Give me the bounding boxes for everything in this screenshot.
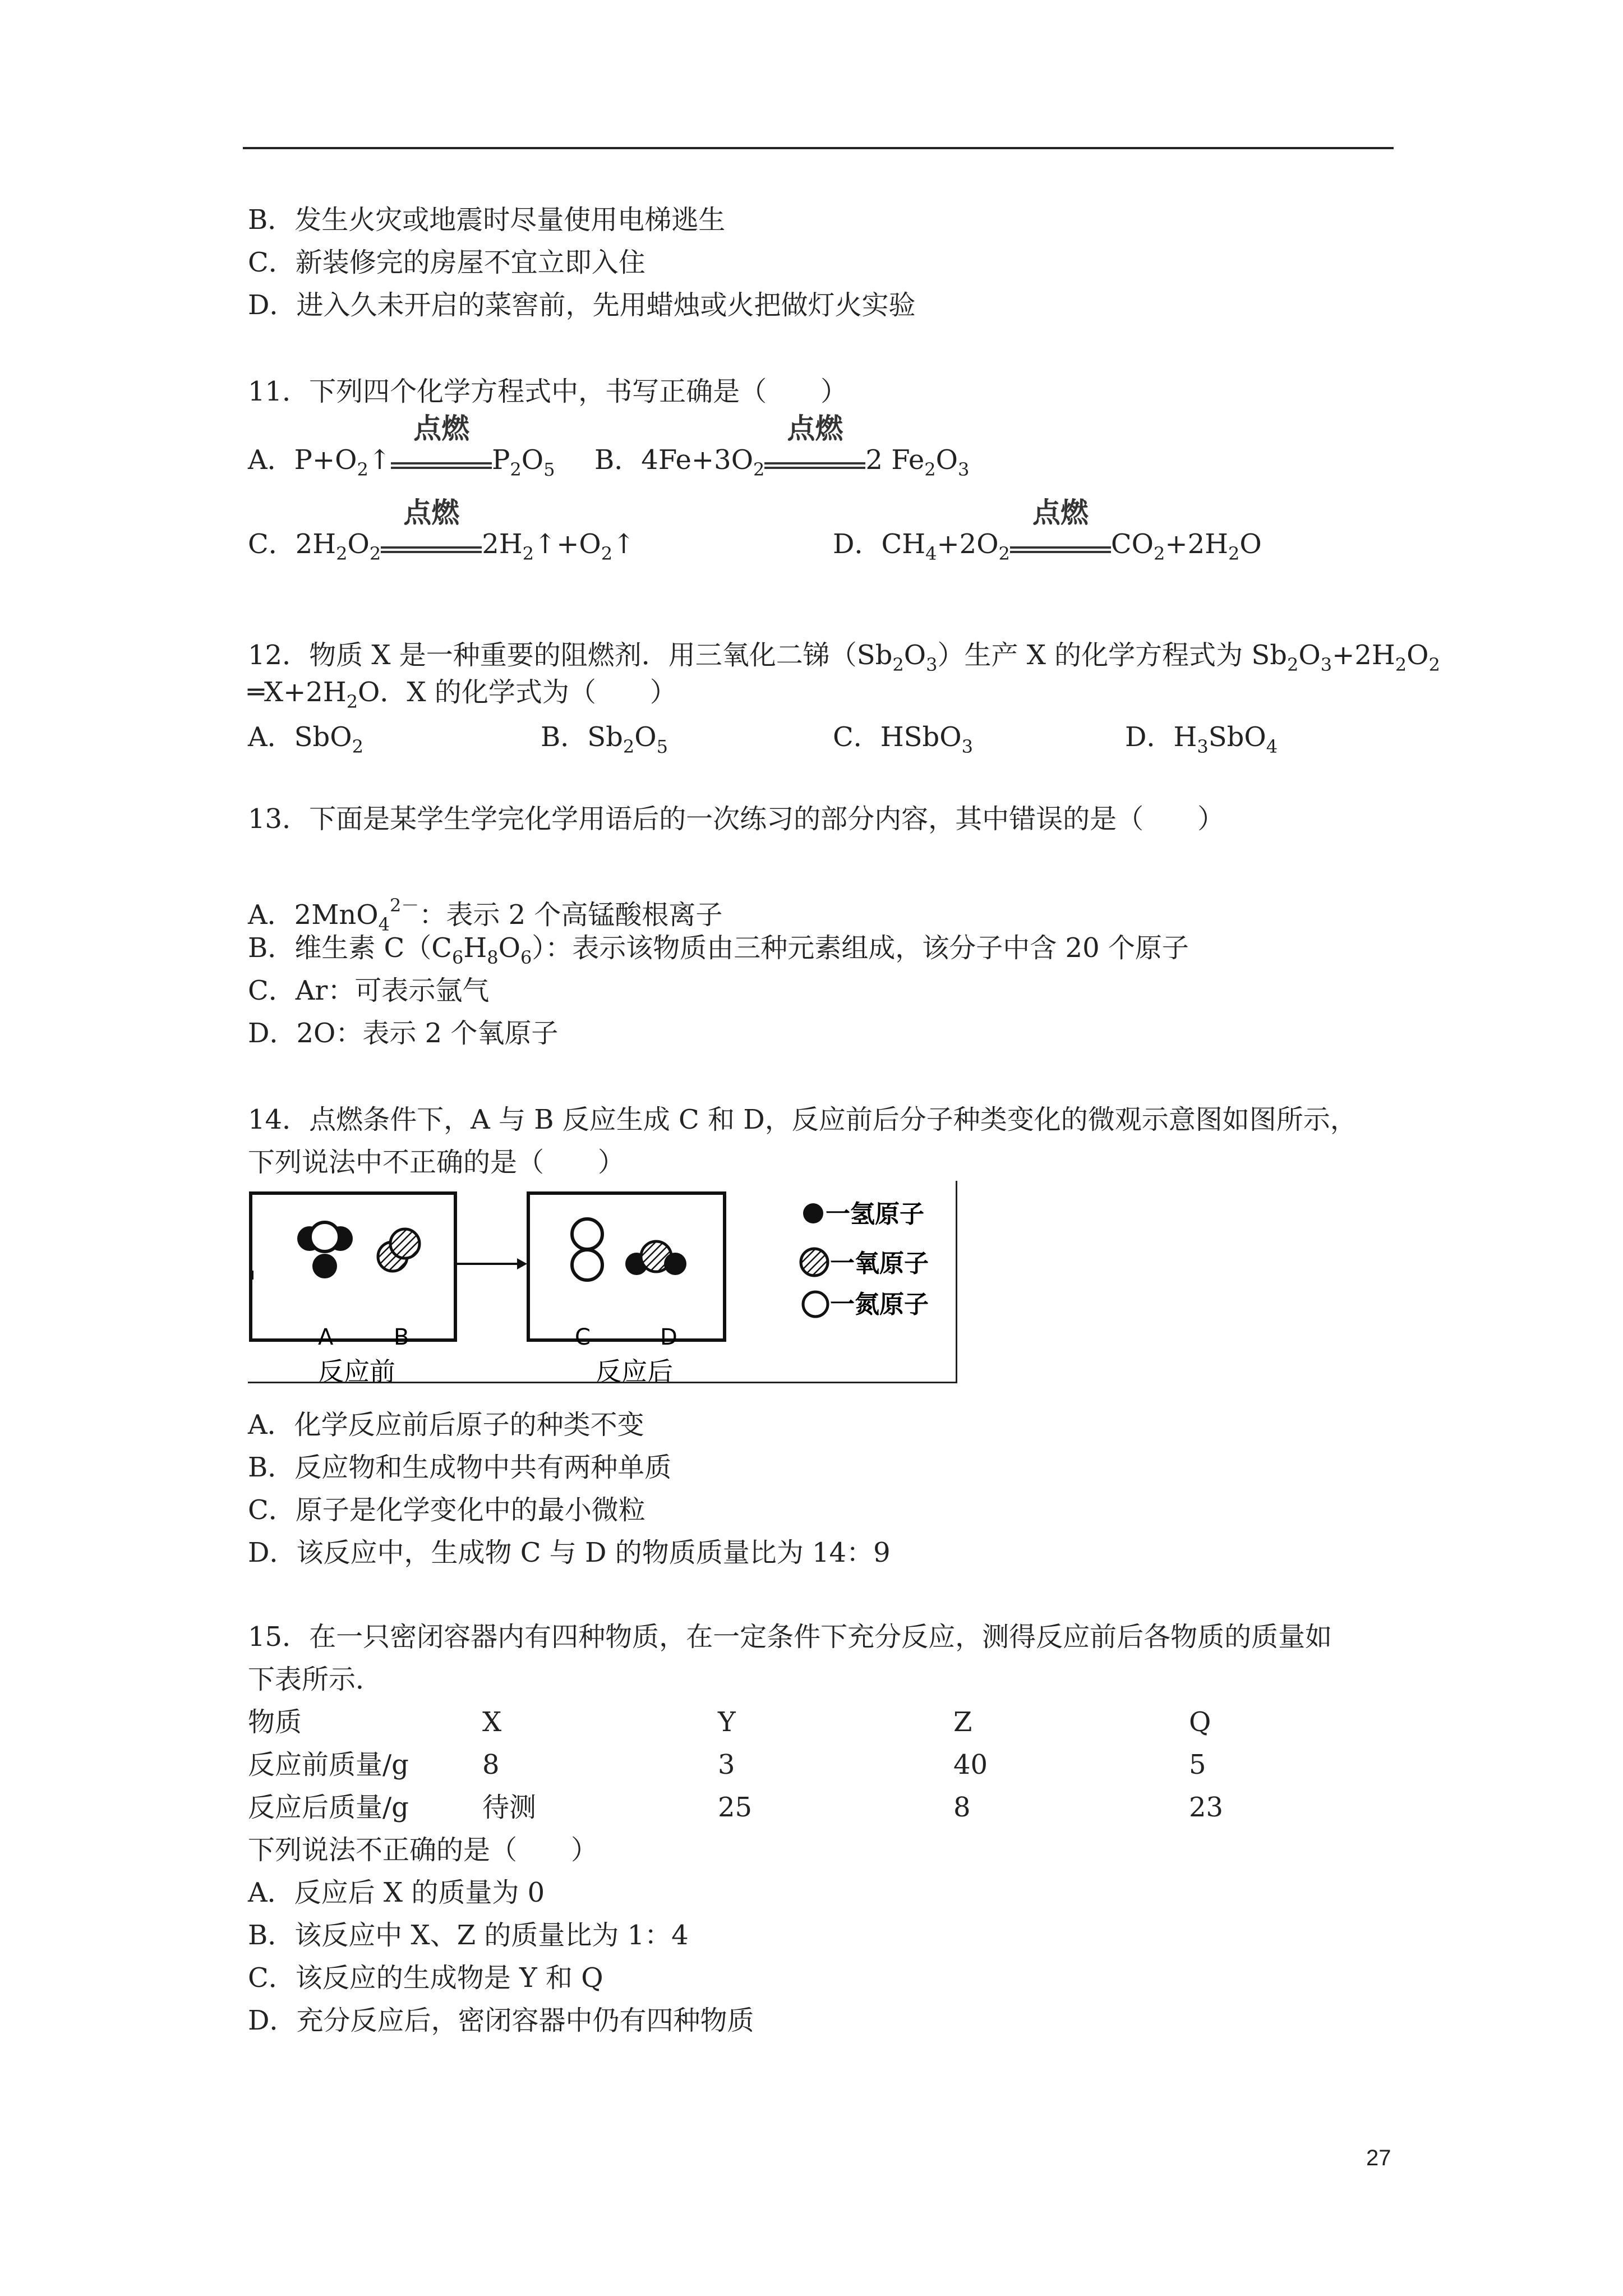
legend-oxygen-label: 一氧原子 [830,1249,929,1278]
q11-c-post: 2H [482,528,523,560]
q12-option-a [248,720,363,763]
q12-l2a: ═X+2H [248,677,347,708]
q13-b-h: H [463,932,487,964]
q12-l2b: O．X 的化学式为（ ） [358,677,677,708]
q15-line2: 下表所示． [248,1664,383,1695]
page-number: 27 [1366,2146,1391,2170]
q13-b-post: ）：表示该物质由三种元素组成，该分子中含 20 个原子 [532,932,1189,964]
q11-d-post3: O [1239,528,1262,560]
q15-stem: 下列说法不正确的是（ ） [248,1834,598,1866]
q11-a-sub: 2 [357,459,368,480]
table-header-x: X [482,1706,502,1738]
q11-b-condition [764,412,865,469]
q13-a-sup: 2－ [389,895,419,916]
q11-a-arrow: ↑ [368,444,391,476]
q12-b: B．Sb [541,721,623,753]
table-cell: 25 [718,1792,753,1823]
q11-b-post-sub1: 2 [924,459,936,480]
q11-b-post: 2 Fe [865,444,925,476]
q12-b-sub1: 2 [623,736,635,757]
table-cell: 8 [953,1792,971,1823]
q12-l1f: O [1407,639,1429,671]
q12-a-sub: 2 [352,736,363,757]
legend-nitrogen-label: 一氮原子 [830,1290,929,1319]
q12-s3: 2 [1287,654,1299,675]
q13-a-post: ：表示 2 个高锰酸根离子 [419,899,723,931]
q14-option-a: A．化学反应前后原子的种类不变 [248,1409,644,1441]
q12-s7: 2 [346,691,358,712]
molecule-b-oxygen-2 [390,1229,419,1258]
q11-a-post2: O [521,444,544,476]
table-header-q: Q [1189,1706,1211,1738]
molecule-c-nitrogen-2 [572,1250,602,1280]
legend-oxygen-icon [801,1249,828,1276]
q12-c-sub: 3 [961,736,973,757]
q11-c-pre: C．2H [248,528,336,560]
q12-d-sub1: 3 [1197,736,1209,757]
q14-line1: 14．点燃条件下，A 与 B 反应生成 C 和 D，反应前后分子种类变化的微观示意图如图所示， [248,1104,1357,1135]
q12-l1a: 12．物质 X 是一种重要的阻燃剂．用三氧化二锑（Sb [248,639,893,671]
condition-label: 点燃 [413,412,470,445]
label-d: D [660,1324,677,1350]
table-row-before-label: 反应前质量/g [248,1749,409,1780]
q12-b-sub2: 5 [656,736,668,757]
q11-stem: 11．下列四个化学方程式中，书写正确是（ ） [248,376,848,407]
q11-d-post-sub: 2 [1153,543,1165,564]
q11-a-post-sub2: 5 [543,459,555,480]
q13-b-pre: B．维生素 C（C [248,932,452,964]
q12-s4: 3 [1320,654,1332,675]
q11-c-condition [381,496,482,553]
q15-option-b: B．该反应中 X、Z 的质量比为 1：4 [248,1920,689,1951]
q12-l1d: O [1298,639,1321,671]
q12-d-sub2: 4 [1266,736,1278,757]
molecule-d-hydrogen-2 [664,1253,686,1275]
q11-c-post-sub2: 2 [601,543,613,564]
q11-b-pre: B．4Fe+3O [594,444,754,476]
reaction-diagram [248,1181,957,1383]
q13-a-sub: 4 [378,914,390,935]
q11-c-post3: ↑ [612,528,635,560]
q11-d-pre2: +2O [937,528,999,560]
q15-option-d: D．充分反应后，密闭容器中仍有四种物质 [248,2005,754,2036]
q10-option-c: C．新装修完的房屋不宜立即入住 [248,247,645,278]
label-after: 反应后 [596,1356,673,1382]
table-header-y: Y [718,1706,736,1738]
q13-stem: 13．下面是某学生学完化学用语后的一次练习的部分内容，其中错误的是（ ） [248,803,1225,835]
q12-option-d [1125,720,1278,763]
table-cell: 3 [718,1749,735,1780]
q11-d-sub1: 4 [925,543,937,564]
condition-label: 点燃 [787,412,843,445]
molecule-a-nitrogen [310,1222,339,1251]
q13-option-b [248,931,1189,974]
legend-hydrogen-label: 一氢原子 [826,1200,924,1228]
q11-c-post2: ↑+O [533,528,601,560]
q13-b-s3: 6 [520,947,532,968]
q14-option-d: D．该反应中，生成物 C 与 D 的物质质量比为 14：9 [248,1537,891,1568]
q12-c: C．HSbO [833,721,962,753]
q12-d: D．H [1125,721,1197,753]
label-before: 反应前 [318,1356,395,1382]
reaction-diagram-svg [248,1181,956,1382]
q12-s5: 2 [1395,654,1407,675]
q12-line2 [248,675,677,719]
q15-option-a: A．反应后 X 的质量为 0 [248,1877,545,1908]
q11-a-post: P [492,444,510,476]
q12-l1c: ）生产 X 的化学方程式为 Sb [937,639,1288,671]
table-cell: 5 [1189,1749,1206,1780]
table-header-z: Z [953,1706,972,1738]
q11-d-condition [1010,496,1111,553]
q13-option-c: C．Ar：可表示氩气 [248,975,490,1006]
q13-a-pre: A．2MnO [248,899,379,931]
label-a: A [318,1324,334,1350]
table-cell: 8 [482,1749,500,1780]
q11-option-a-b [248,412,970,486]
q12-l1b: O [903,639,926,671]
q11-d-pre: D．CH [833,528,926,560]
table-row-after-label: 反应后质量/g [248,1792,409,1823]
q11-d-sub2: 2 [998,543,1010,564]
q11-b-post2: O [935,444,958,476]
q14-line2: 下列说法中不正确的是（ ） [248,1147,625,1178]
label-c: C [575,1324,591,1350]
q11-d-post2: +2H [1165,528,1228,560]
q11-d-post-sub2: 2 [1228,543,1240,564]
q11-a-pre: A．P+O [248,444,357,476]
label-b: B [394,1324,409,1350]
q15-option-c: C．该反应的生成物是 Y 和 Q [248,1962,603,1994]
q12-s2: 3 [926,654,938,675]
q12-b2: O [634,721,657,753]
molecule-c-nitrogen-1 [572,1219,602,1249]
q11-c-pre2: O [347,528,370,560]
q11-a-post-sub1: 2 [510,459,522,480]
q13-b-o: O [498,932,520,964]
legend-nitrogen-icon [803,1292,828,1317]
q12-s1: 2 [892,654,904,675]
condition-label: 点燃 [403,496,460,529]
q14-option-c: C．原子是化学变化中的最小微粒 [248,1494,645,1526]
q12-option-b [541,720,668,763]
q11-option-c [248,496,635,570]
condition-label: 点燃 [1032,496,1089,529]
q12-l1e: +2H [1332,639,1395,671]
header-rule [243,147,1394,149]
q11-b-post-sub2: 3 [958,459,970,480]
q11-option-d [833,496,1262,570]
q12-option-c [833,720,973,763]
q10-option-d: D．进入久未开启的菜窖前，先用蜡烛或火把做灯火实验 [248,289,916,321]
q12-s6: 2 [1428,654,1440,675]
table-header-substance: 物质 [248,1706,302,1738]
q13-b-s2: 8 [487,947,499,968]
q11-c-sub1: 2 [336,543,348,564]
q10-option-b: B．发生火灾或地震时尽量使用电梯逃生 [248,204,726,236]
q15-line1: 15．在一只密闭容器内有四种物质，在一定条件下充分反应，测得反应前后各物质的质量如 [248,1621,1332,1653]
table-cell: 23 [1189,1792,1224,1823]
table-cell: 40 [953,1749,988,1780]
q12-d2: SbO [1208,721,1266,753]
q11-d-post: CO [1110,528,1154,560]
before-box [251,1193,455,1340]
q11-c-sub2: 2 [369,543,381,564]
table-cell: 待测 [482,1792,537,1823]
molecule-a-hydrogen-3 [312,1254,337,1278]
q11-a-condition [391,412,492,469]
q14-option-b: B．反应物和生成物中共有两种单质 [248,1452,672,1483]
q11-b-sub: 2 [753,459,765,480]
legend-hydrogen-icon [803,1203,823,1223]
arrow-icon [517,1258,527,1269]
q13-option-d: D．2O：表示 2 个氧原子 [248,1018,559,1049]
q13-b-s1: 6 [452,947,464,968]
q11-c-post-sub: 2 [522,543,534,564]
q12-a: A．SbO [248,721,352,753]
